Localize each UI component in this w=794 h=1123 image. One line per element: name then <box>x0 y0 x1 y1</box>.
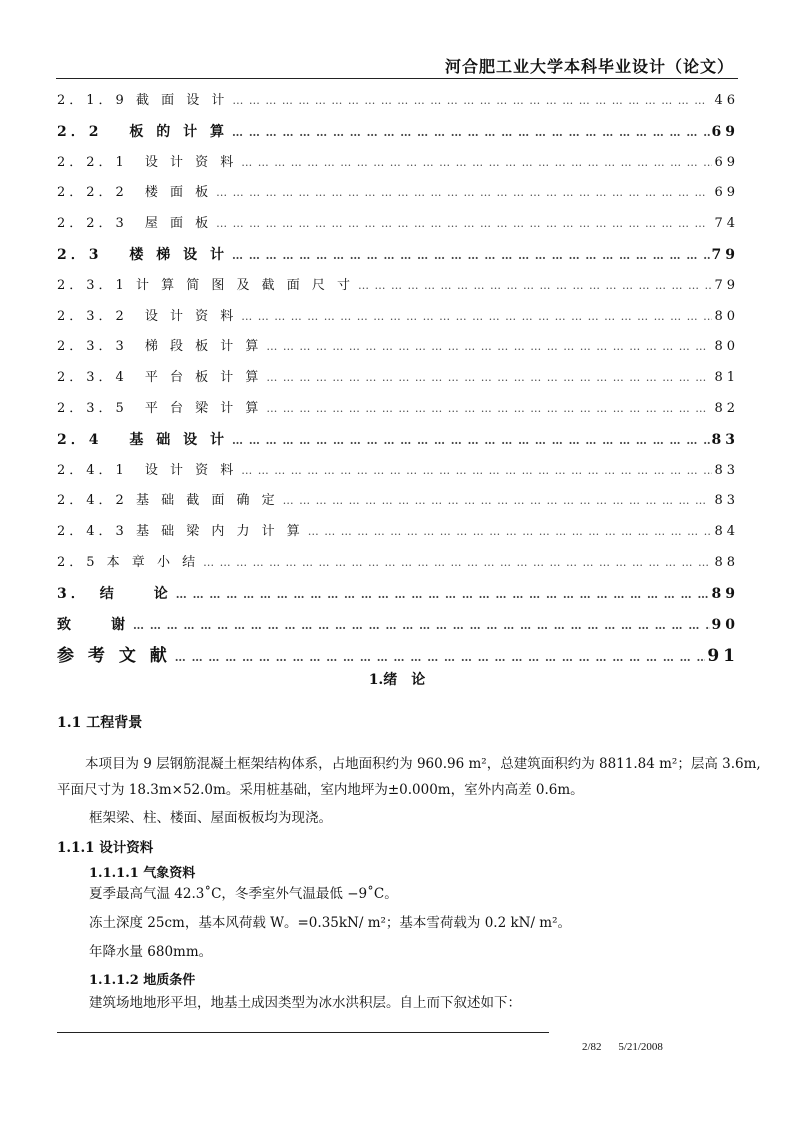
toc-entry-title: 2．2．1 设 计 资 料 <box>57 154 238 170</box>
toc-entry[interactable] <box>57 86 739 117</box>
toc-entry[interactable] <box>57 148 739 179</box>
toc-entry-title: 2．3．2 设 计 资 料 <box>57 308 238 324</box>
toc-entry-title: 2．2．2 楼 面 板 <box>57 185 213 201</box>
toc-entry-page: 80 <box>714 308 739 324</box>
toc-leader-dots <box>262 332 712 363</box>
toc-leader-dots <box>212 209 712 240</box>
toc-entry-page: 82 <box>714 400 739 416</box>
section-heading-1-1-1: 1.1.1 设计资料 <box>57 840 154 856</box>
toc-leader-dots <box>129 611 710 641</box>
section-heading-1-1: 1.1 工程背景 <box>57 715 143 731</box>
toc-entry-page: 83 <box>714 462 739 478</box>
toc-leader-dots <box>354 271 712 302</box>
table-of-contents <box>57 86 739 672</box>
toc-leader-dots <box>171 642 706 672</box>
toc-leader-dots <box>212 178 712 209</box>
toc-entry-title: 2．2．3 屋 面 板 <box>57 216 213 232</box>
toc-entry-page: 81 <box>714 370 739 386</box>
page-header-title: 河合肥工业大学本科毕业设计（论文） <box>444 57 734 76</box>
toc-entry[interactable] <box>57 117 739 148</box>
toc-entry-title: 参 考 文 献 <box>57 646 171 667</box>
toc-entry-title: 2．3．3 梯 段 板 计 算 <box>57 339 263 355</box>
toc-leader-dots <box>304 517 713 548</box>
toc-entry-page: 69 <box>711 123 739 140</box>
page-footer <box>582 1041 677 1053</box>
toc-entry[interactable] <box>57 394 739 425</box>
toc-entry-title: 致 谢 <box>57 616 129 633</box>
toc-leader-dots <box>262 363 712 394</box>
footer-rule <box>57 1032 549 1033</box>
toc-entry[interactable] <box>57 425 739 456</box>
toc-entry-page: 79 <box>714 277 739 293</box>
toc-entry[interactable] <box>57 640 739 672</box>
toc-leader-dots <box>237 148 712 179</box>
toc-entry[interactable] <box>57 302 739 333</box>
toc-leader-dots <box>228 241 710 271</box>
toc-entry-title: 2．5 本 章 小 结 <box>57 554 200 570</box>
toc-entry-page: 84 <box>714 524 739 540</box>
toc-entry-title: 2．4．1 设 计 资 料 <box>57 462 238 478</box>
toc-entry-title: 2．3．1 计 算 简 图 及 截 面 尺 寸 <box>57 277 355 293</box>
section-heading-1-1-1-2: 1.1.1.2 地质条件 <box>89 973 196 988</box>
toc-entry-page: 83 <box>711 431 739 448</box>
toc-entry[interactable] <box>57 579 739 610</box>
toc-leader-dots <box>237 456 712 487</box>
toc-entry-title: 3． 结 论 <box>57 585 172 602</box>
paragraph: 夏季最高气温 42.3˚C，冬季室外气温最低 −9˚C。 <box>89 886 398 902</box>
toc-entry[interactable] <box>57 610 739 641</box>
toc-entry-page: 79 <box>711 246 739 263</box>
toc-entry[interactable] <box>57 240 739 271</box>
toc-leader-dots <box>237 302 712 333</box>
toc-entry[interactable] <box>57 517 739 548</box>
page-number: 2/82 <box>582 1041 602 1053</box>
toc-leader-dots <box>228 86 712 117</box>
toc-entry-page: 89 <box>711 585 739 602</box>
toc-entry-title: 2．1．9 截 面 设 计 <box>57 93 229 108</box>
paragraph: 平面尺寸为 18.3m×52.0m。采用桩基础，室内地坪为±0.000m，室外内高差 0.6m。 <box>57 782 584 798</box>
toc-entry-title: 2．4 基 础 设 计 <box>57 431 228 448</box>
toc-entry[interactable] <box>57 271 739 302</box>
toc-entry[interactable] <box>57 486 739 517</box>
toc-leader-dots <box>228 426 710 456</box>
toc-entry-page: 88 <box>714 554 739 570</box>
toc-leader-dots <box>279 486 713 517</box>
section-heading-1-1-1-1: 1.1.1.1 气象资料 <box>89 866 196 881</box>
toc-leader-dots <box>228 118 710 148</box>
header-rule <box>56 78 738 79</box>
toc-entry-page: 69 <box>714 154 739 170</box>
toc-entry-title: 2．2 板 的 计 算 <box>57 123 228 140</box>
chapter-title: 1.绪 论 <box>368 672 426 688</box>
toc-entry-page: 46 <box>714 93 739 108</box>
toc-leader-dots <box>262 394 712 425</box>
paragraph: 框架梁、柱、楼面、屋面板板均为现浇。 <box>89 810 332 826</box>
paragraph: 年降水量 680mm。 <box>89 944 213 960</box>
toc-entry[interactable] <box>57 332 739 363</box>
toc-entry-page: 74 <box>714 216 739 232</box>
toc-entry-page: 91 <box>707 646 739 667</box>
toc-entry[interactable] <box>57 548 739 579</box>
toc-entry-page: 90 <box>711 616 739 633</box>
toc-entry-page: 83 <box>714 493 739 509</box>
toc-leader-dots <box>199 548 712 579</box>
toc-entry-title: 2．4．2 基 础 截 面 确 定 <box>57 493 279 509</box>
toc-entry-title: 2．4．3 基 础 梁 内 力 计 算 <box>57 524 304 540</box>
paragraph: 本项目为 9 层钢筋混凝土框架结构体系，占地面积约为 960.96 m²，总建筑面积约为 8811.84 m²；层高 3.6m, <box>85 756 761 772</box>
toc-entry[interactable] <box>57 178 739 209</box>
toc-entry-page: 80 <box>714 339 739 355</box>
toc-entry[interactable] <box>57 209 739 240</box>
paragraph: 建筑场地地形平坦，地基土成因类型为冰水洪积层。自上而下叙述如下： <box>89 995 521 1011</box>
footer-date: 5/21/2008 <box>618 1041 663 1053</box>
toc-entry[interactable] <box>57 363 739 394</box>
paragraph: 冻土深度 25cm，基本风荷载 W。=0.35kN/ m²；基本雪荷载为 0.2 kN/ m²。 <box>89 915 572 931</box>
toc-entry[interactable] <box>57 456 739 487</box>
toc-entry-title: 2．3．4 平 台 板 计 算 <box>57 370 263 386</box>
toc-entry-title: 2．3 楼 梯 设 计 <box>57 246 228 263</box>
toc-entry-title: 2．3．5 平 台 梁 计 算 <box>57 400 263 416</box>
toc-entry-page: 69 <box>714 185 739 201</box>
toc-leader-dots <box>172 580 710 610</box>
